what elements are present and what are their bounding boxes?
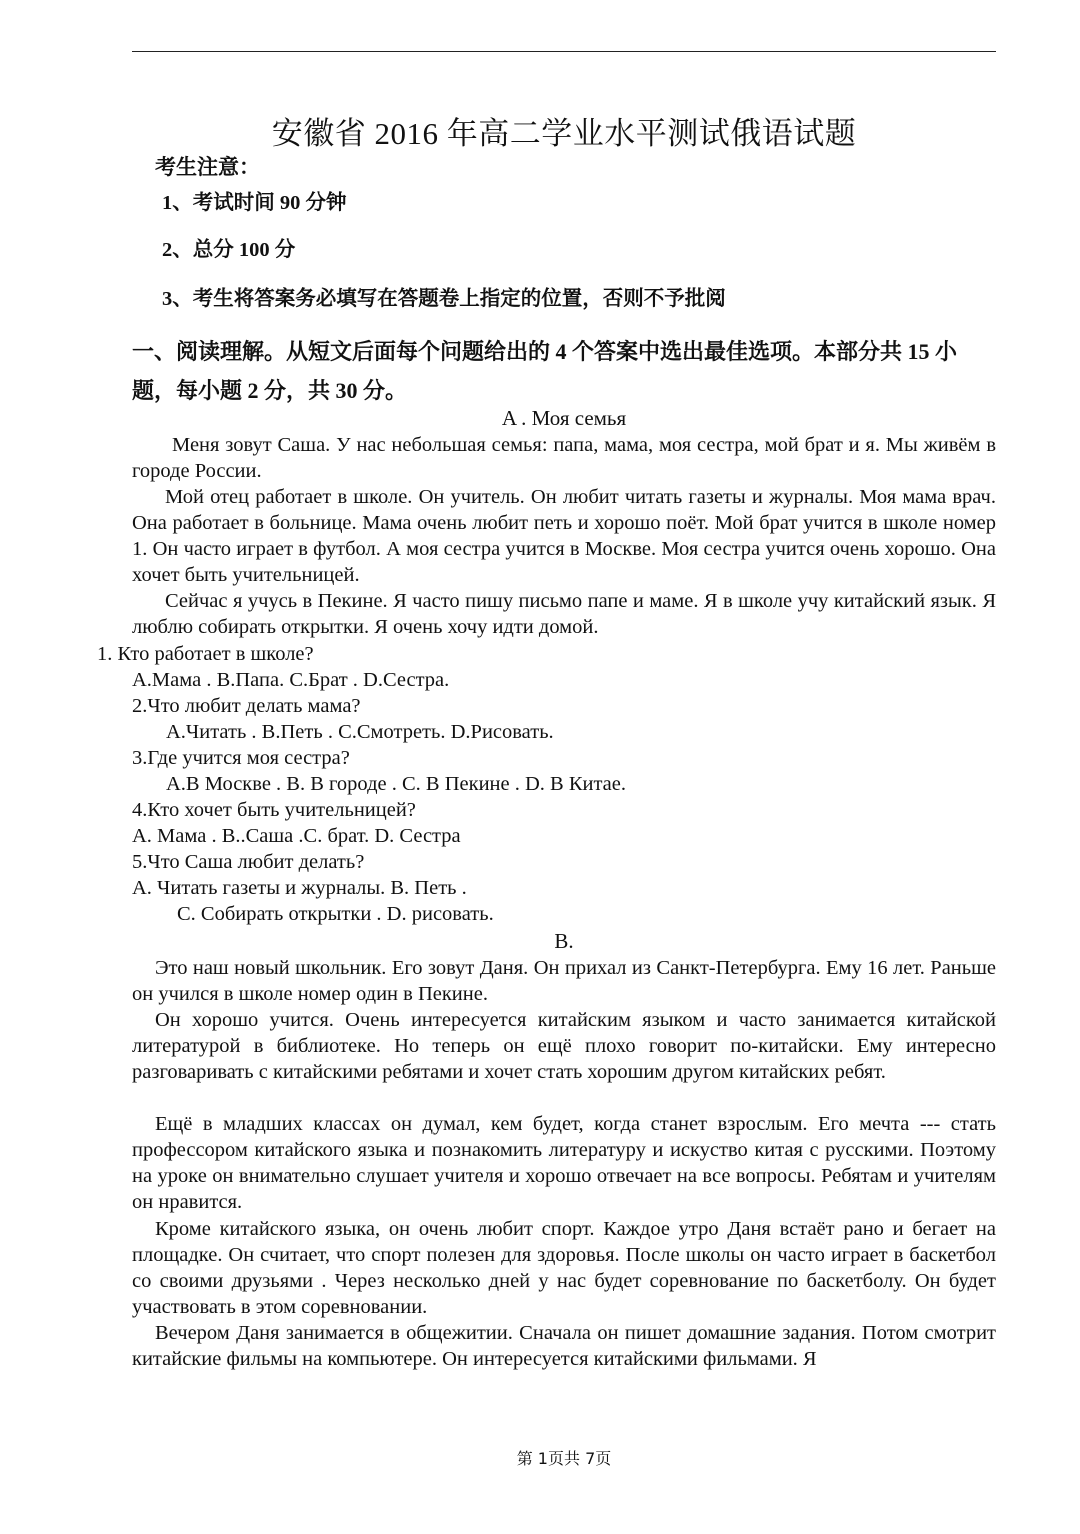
text-a-heading: A . Моя семья bbox=[501, 406, 627, 430]
question-1: 1. Кто работает в школе? bbox=[97, 643, 314, 665]
question-1-options: A.Мама . B.Папа. C.Брат . D.Сестра. bbox=[132, 669, 450, 691]
question-2-options: A.Читать . B.Петь . C.Смотреть. D.Рисовать. bbox=[166, 721, 554, 743]
header-rule bbox=[132, 51, 996, 52]
text-b-paragraph-1: Это наш новый школьник. Его зовут Даня. Он прихал из Санкт-Петербурга. Ему 16 лет. Раньше он учился в школе номер один в Пекине. bbox=[132, 957, 996, 1006]
section-1-instructions-line-2: 题，每小题 2 分，共 30 分。 bbox=[132, 378, 408, 403]
question-4: 4.Кто хочет быть учительницей? bbox=[132, 799, 416, 821]
text-b-paragraph-4: Кроме китайского языка, он очень любит спорт. Каждое утро Даня встаёт рано и бегает на площадке. Он считает, что спорт полезен для здоровья. После школы он часто играет в баскетбол со своими друзьями . Через несколько дней у нас будет соревнование по баскетболу. Он будет участвовать в этом соревновании. bbox=[132, 1218, 996, 1319]
page-footer: 第 1页共 7页 bbox=[516, 1449, 612, 1468]
question-2: 2.Что любит делать мама? bbox=[132, 695, 361, 717]
notice-heading: 考生注意： bbox=[155, 155, 260, 179]
notice-item-1: 1、考试时间 90 分钟 bbox=[162, 192, 347, 214]
question-3-options: A.В Москве . B. В городе . C. В Пекине . D. В Китае. bbox=[166, 773, 627, 795]
text-a-paragraph-3: Сейчас я учусь в Пекине. Я часто пишу письмо папе и маме. Я в школе учу китайский язык. Я люблю собирать открытки. Я очень хочу идти домой. bbox=[132, 590, 996, 639]
question-4-options: A. Мама . B..Саша .C. брат. D. Сестра bbox=[132, 825, 461, 847]
question-5: 5.Что Саша любит делать? bbox=[132, 851, 365, 873]
exam-title: 安徽省 2016 年高二学业水平测试俄语试题 bbox=[271, 116, 857, 151]
notice-item-2: 2、总分 100 分 bbox=[162, 239, 296, 261]
text-b-paragraph-3: Ещё в младших классах он думал, кем будет, когда станет взрослым. Его мечта --- стать профессором китайского языка и познакомить литературу и искуство китая с русскими. Поэтому на уроке он внимательно слушает учителя и хорошо отвечает на все вопросы. Ребятам и учителям он нравится. bbox=[132, 1113, 996, 1214]
text-b-paragraph-5: Вечером Даня занимается в общежитии. Сначала он пишет домашние задания. Потом смотрит китайские фильмы на компьютере. Он интересуется китайскими фильмами. Я bbox=[132, 1322, 996, 1371]
text-a-paragraph-1: Меня зовут Саша. У нас небольшая семья: папа, мама, моя сестра, мой брат и я. Мы живём в городе России. bbox=[132, 434, 996, 483]
text-b-heading: B. bbox=[554, 929, 574, 953]
question-3: 3.Где учится моя сестра? bbox=[132, 747, 350, 769]
question-5-options-line-2: C. Собирать открытки . D. рисовать. bbox=[177, 903, 494, 925]
notice-item-3: 3、考生将答案务必填写在答题卷上指定的位置，否则不予批阅 bbox=[162, 288, 726, 310]
section-1-instructions-line-1: 一、阅读理解。从短文后面每个问题给出的 4 个答案中选出最佳选项。本部分共 15 小 bbox=[132, 339, 958, 364]
text-b-paragraph-2: Он хорошо учится. Очень интересуется китайским языком и часто занимается китайской литературой в библиотеке. Но теперь он ещё плохо говорит по-китайски. Ему интересно разговаривать с китайскими ребятами и хочет стать хорошим другом китайских ребят. bbox=[132, 1009, 996, 1084]
text-a-paragraph-2: Мой отец работает в школе. Он учитель. Он любит читать газеты и журналы. Моя мама врач. Она работает в больнице. Мама очень любит петь и хорошо поёт. Мой брат учится в школе номер 1. Он часто играет в футбол. А моя сестра учится в Москве. Моя сестра учится очень хорошо. Она хочет быть учительницей. bbox=[132, 486, 996, 587]
question-5-options-line-1: A. Читать газеты и журналы. B. Петь . bbox=[132, 877, 467, 899]
